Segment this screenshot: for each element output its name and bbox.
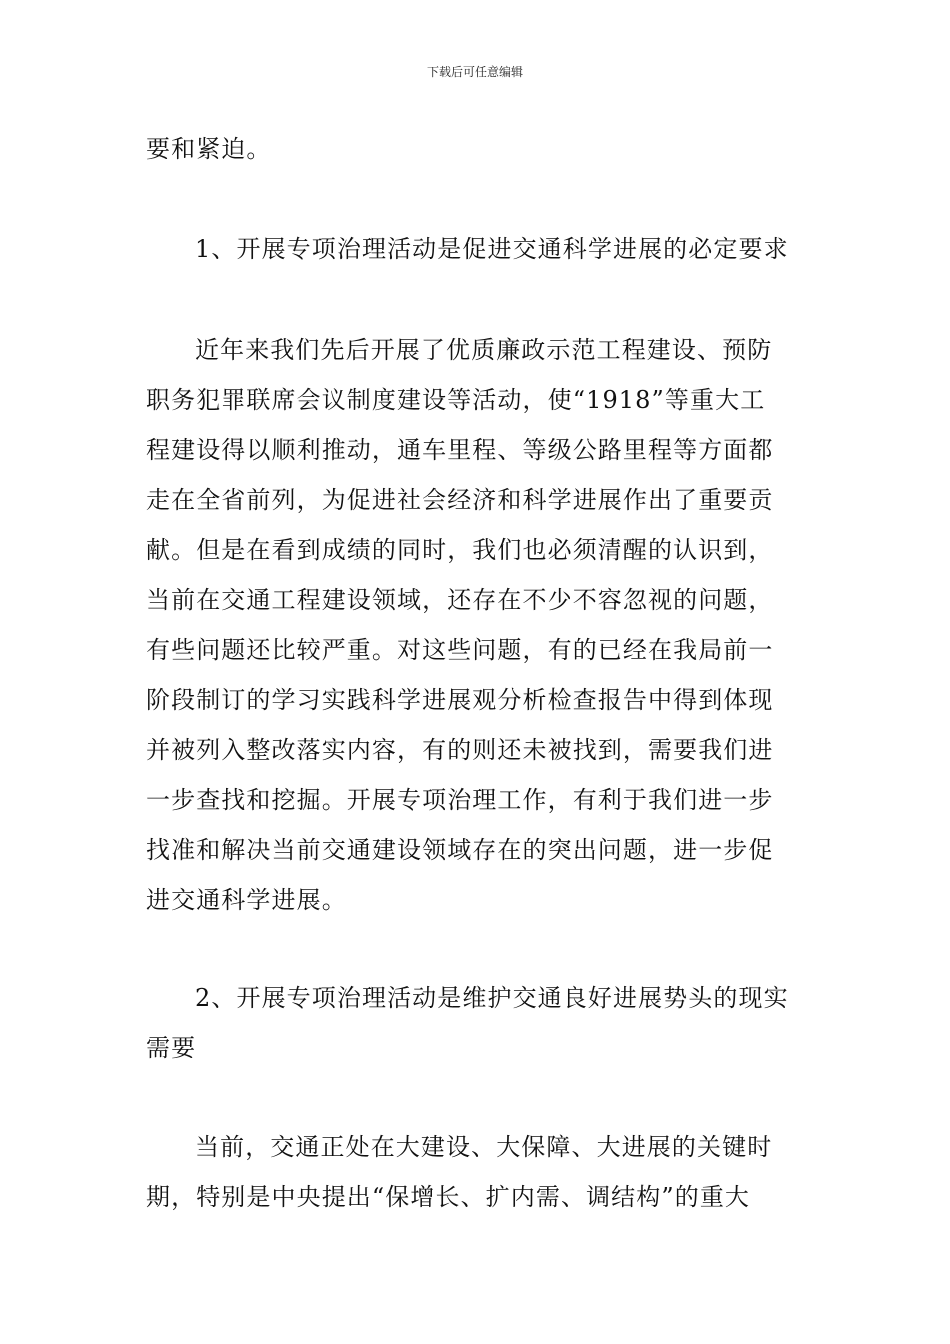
paragraph-1 bbox=[146, 325, 810, 925]
text-line: 1、开展专项治理活动是促进交通科学进展的必定要求 bbox=[195, 235, 789, 263]
text-line: 当前在交通工程建设领域，还存在不少不容忽视的问题， bbox=[146, 586, 774, 614]
text-line: 走在全省前列，为促进社会经济和科学进展作出了重要贡 bbox=[146, 486, 774, 514]
page-header-note: 下载后可任意编辑 bbox=[426, 65, 523, 79]
paragraph-continuation bbox=[146, 124, 810, 174]
text-line: 献。但是在看到成绩的同时，我们也必须清醒的认识到， bbox=[146, 536, 774, 564]
text-line: 要和紧迫。 bbox=[146, 135, 272, 163]
section-heading-1 bbox=[146, 224, 810, 274]
text-line: 进交通科学进展。 bbox=[146, 886, 347, 914]
text-line: 找准和解决当前交通建设领域存在的突出问题，进一步促 bbox=[146, 836, 774, 864]
text-line: 程建设得以顺利推动，通车里程、等级公路里程等方面都 bbox=[146, 436, 774, 464]
section-heading-2 bbox=[146, 973, 810, 1073]
text-line: 职务犯罪联席会议制度建设等活动，使“1918”等重大工 bbox=[146, 386, 766, 414]
text-line: 近年来我们先后开展了优质廉政示范工程建设、预防 bbox=[195, 336, 773, 364]
text-line: 当前，交通正处在大建设、大保障、大进展的关键时 bbox=[195, 1133, 773, 1161]
text-line: 需要 bbox=[146, 1034, 197, 1062]
text-line: 2、开展专项治理活动是维护交通良好进展势头的现实 bbox=[195, 984, 789, 1012]
text-line: 有些问题还比较严重。对这些问题，有的已经在我局前一 bbox=[146, 636, 774, 664]
text-line: 并被列入整改落实内容，有的则还未被找到，需要我们进 bbox=[146, 736, 774, 764]
paragraph-2 bbox=[146, 1122, 810, 1222]
text-line: 阶段制订的学习实践科学进展观分析检查报告中得到体现 bbox=[146, 686, 774, 714]
text-line: 期，特别是中央提出“保增长、扩内需、调结构”的重大 bbox=[146, 1183, 751, 1211]
text-line: 一步查找和挖掘。开展专项治理工作，有利于我们进一步 bbox=[146, 786, 774, 814]
